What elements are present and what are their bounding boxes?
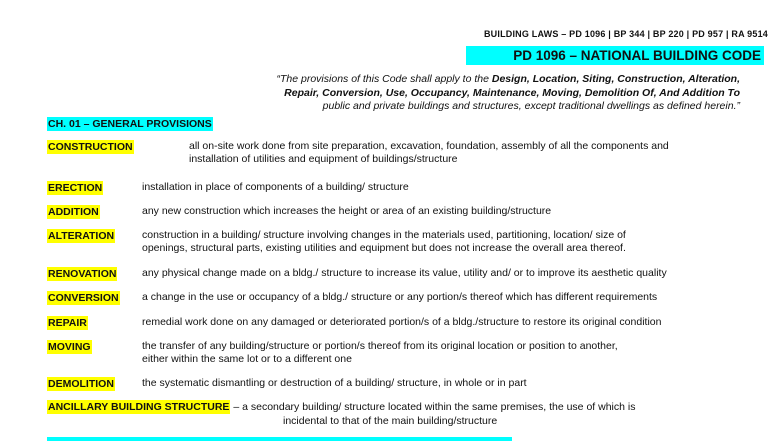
building-laws-header: BUILDING LAWS – PD 1096 | BP 344 | BP 220 | PD 957 | RA 9514	[483, 29, 768, 39]
term-definition	[142, 267, 667, 280]
term-definition	[189, 140, 669, 166]
definition-line-1: any physical change made on a bldg./ structure to increase its value, utility and/ or to improve its aesthetic quality	[142, 267, 667, 279]
definition-line-1: remedial work done on any damaged or deteriorated portion/s of a bldg./structure to restore its original condition	[142, 316, 662, 328]
term-label: CONVERSION	[48, 292, 119, 304]
chapter-title: CH. 01 – GENERAL PROVISIONS	[48, 118, 212, 130]
quote-line-1-bold: Design, Location, Siting, Construction, Alteration,	[491, 73, 740, 85]
term-definition	[142, 229, 626, 255]
term-label: MOVING	[48, 341, 91, 353]
definition-line-2: openings, structural parts, existing utilities and equipment but does not increase the overall area thereof.	[142, 242, 626, 254]
term-ancillary-building-structure	[47, 400, 636, 427]
term-label: RENOVATION	[48, 268, 117, 280]
term-definition	[142, 181, 409, 194]
definition-line-2: installation of utilities and equipment of buildings/structure	[189, 153, 458, 165]
quote-line-1	[140, 73, 740, 87]
term-definition	[142, 340, 618, 366]
quote-line-1-text: “The provisions of this Code shall apply to the	[276, 73, 492, 85]
term-definition	[142, 205, 551, 218]
page-title: PD 1096 – NATIONAL BUILDING CODE	[466, 46, 764, 65]
definition-line-2: either within the same lot or to a different one	[142, 353, 352, 365]
term-label: REPAIR	[48, 317, 87, 329]
term-definition	[142, 291, 657, 304]
term-label: CONSTRUCTION	[48, 141, 133, 153]
definition-line-1: a change in the use or occupancy of a bldg./ structure or any portion/s thereof which has different requirements	[142, 291, 658, 303]
definition-line-1: the systematic dismantling or destruction of a building/ structure, in whole or in part	[142, 377, 527, 389]
quote-line-2-bold: Repair, Conversion, Use, Occupancy, Maintenance, Moving, Demolition Of, And Addition To	[284, 86, 740, 99]
definition-line-1: installation in place of components of a building/ structure	[142, 181, 409, 193]
term-label: ANCILLARY BUILDING STRUCTURE	[48, 401, 230, 413]
quote-line-2	[140, 87, 740, 101]
definition-line-1: the transfer of any building/structure or portion/s thereof from its original location or position to another,	[142, 340, 618, 352]
term-label: ERECTION	[48, 182, 103, 194]
term-definition	[142, 316, 661, 329]
definition-line-1: construction in a building/ structure involving changes in the materials used, partitioning, location/ size of	[142, 229, 626, 241]
definition-line-1: any new construction which increases the height or area of an existing building/structure	[142, 205, 552, 217]
quote-line-3: public and private buildings and structures, except traditional dwellings as defined herein.”	[322, 100, 740, 112]
term-label: ALTERATION	[48, 230, 115, 242]
definition-line-2: incidental to that of the main building/structure	[283, 415, 498, 427]
code-scope-quote	[140, 73, 740, 114]
next-chapter-heading-partial	[47, 437, 512, 441]
term-label: ADDITION	[48, 206, 99, 218]
definition-line-1: – a secondary building/ structure located within the same premises, the use of which is	[230, 401, 636, 413]
chapter-heading	[47, 114, 213, 132]
term-definition	[142, 377, 527, 390]
definition-line-1: all on-site work done from site preparation, excavation, foundation, assembly of all the components and	[189, 140, 669, 152]
term-label: DEMOLITION	[48, 378, 114, 390]
